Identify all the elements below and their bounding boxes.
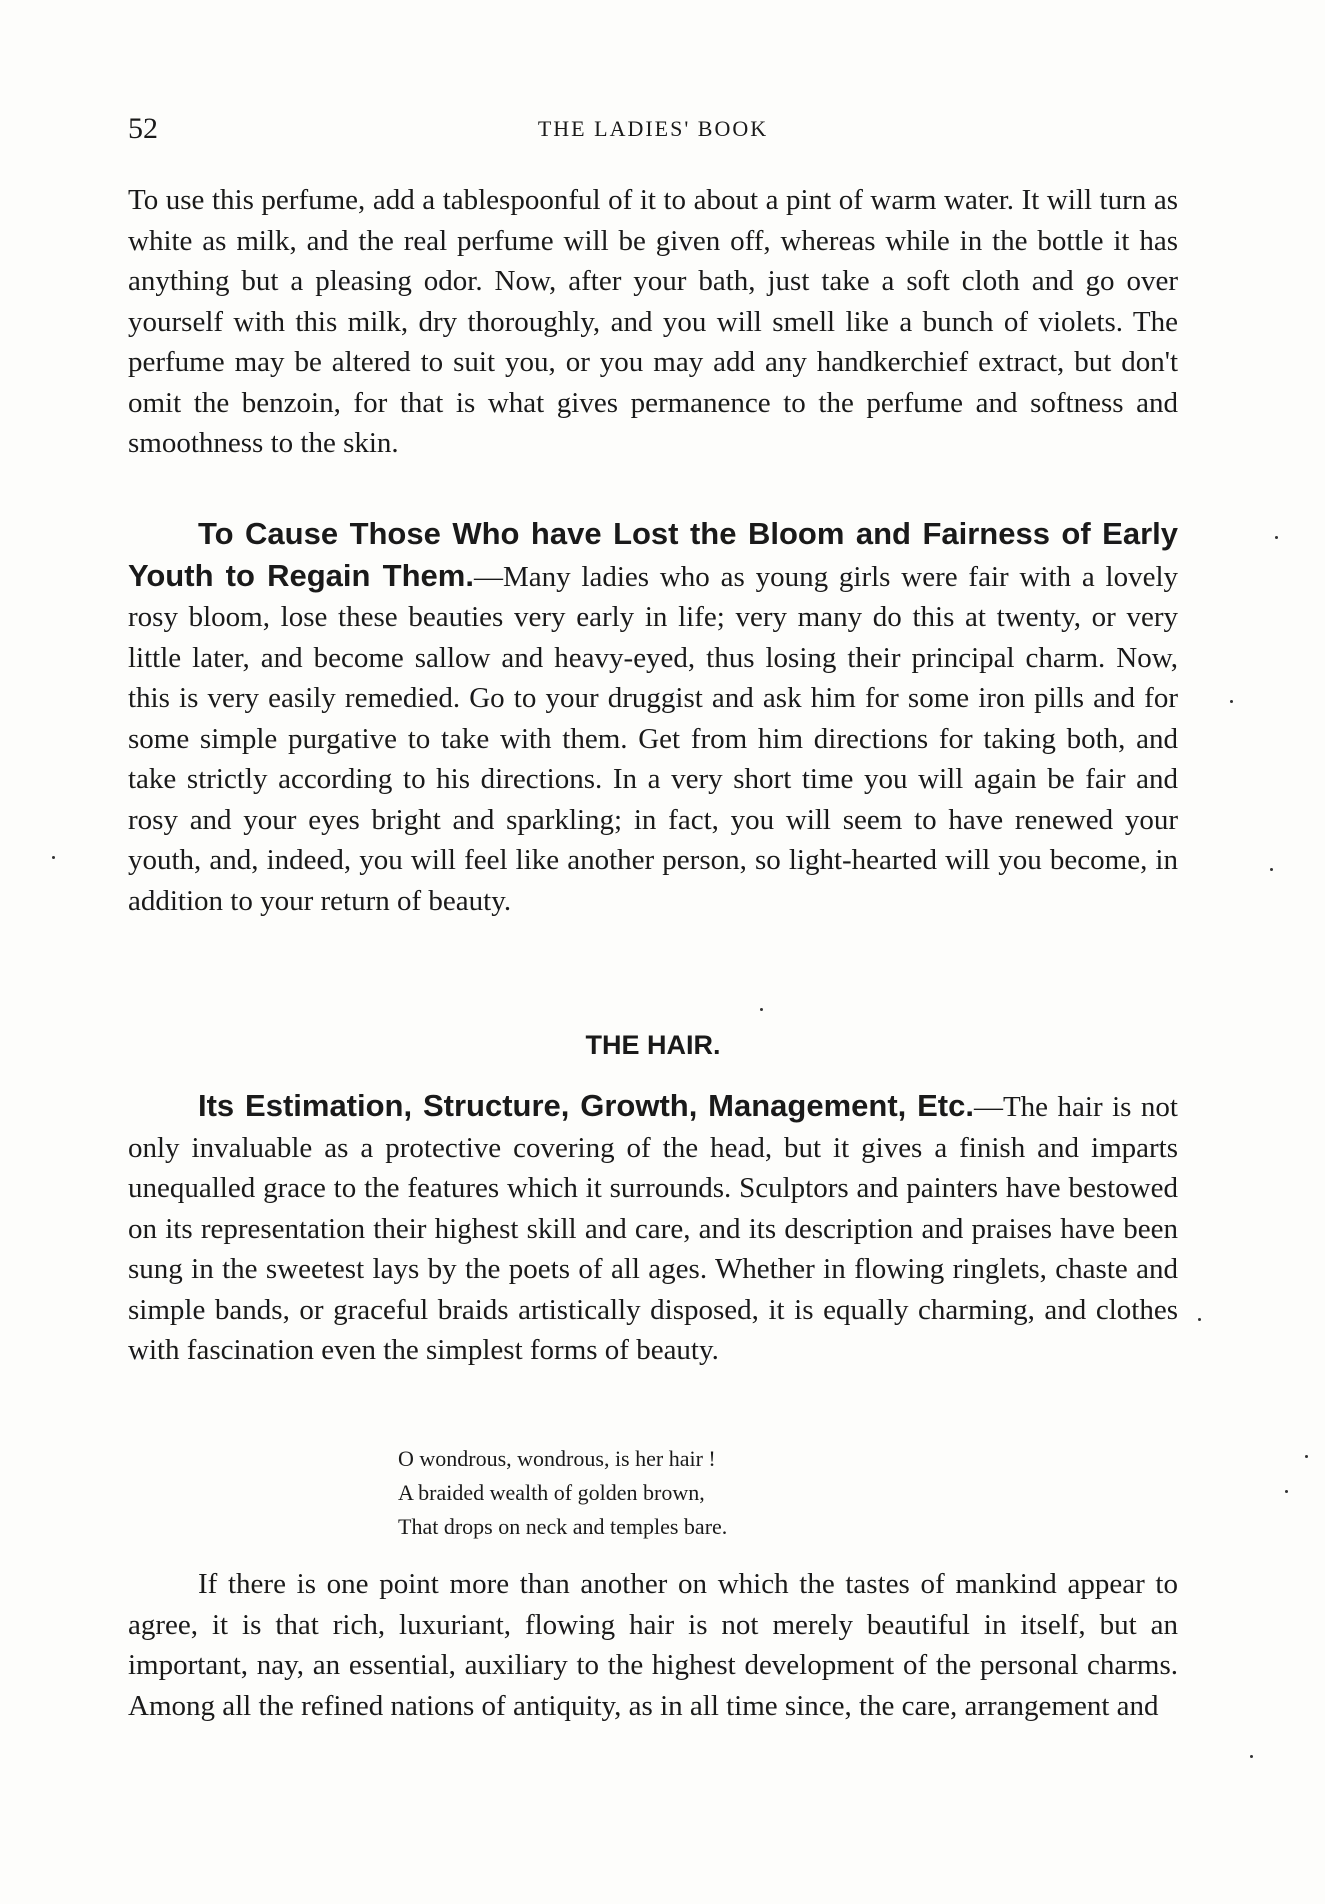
hair-intro-paragraph [128,1086,1178,1371]
scan-speck [760,1008,763,1011]
scan-speck [1270,868,1273,871]
scan-speck [1275,536,1278,539]
scan-speck [52,856,55,859]
hair-section-title: THE HAIR. [585,1030,721,1060]
scan-speck [1285,1490,1288,1493]
hair-intro-block [128,1086,1178,1371]
bloom-section [128,514,1178,921]
perfume-paragraph-block [128,180,1178,464]
scan-speck [1305,1455,1308,1458]
bloom-heading: To Cause Those Who have Lost the Bloom and Fairness of Early Youth to Regain Them. [128,516,1178,593]
perfume-paragraph: To use this perfume, add a tablespoonful of it to about a pint of warm water. It will turn as white as milk, and the real perfume will be given off, whereas while in the bottle it has anything but a pleasing odor. Now, after your bath, just take a soft cloth and go over yourself with this milk, dry thoroughly, and you will smell like a bunch of violets. The perfume may be altered to suit you, or you may add any handkerchief extract, but don't omit the benzoin, for that is what gives permanence to the perfume and softness and smoothness to the skin. [128,184,1178,459]
verse-line-3: That drops on neck and temples bare. [398,1514,728,1539]
page-number: 52 [128,112,158,145]
book-title: THE LADIES' BOOK [537,116,769,141]
bloom-body: —Many ladies who as young girls were fair with a lovely rosy bloom, lose these beauties very early in life; very many do this at twenty, or very little later, and become sallow and heavy-eyed, thus losing their principal charm. Now, this is very easily remedied. Go to your druggist and ask him for some iron pills and for some simple purgative to take with them. Get from him directions for taking both, and take strictly according to his directions. In a very short time you will again be fair and rosy and your eyes bright and sparkling; in fact, you will seem to have renewed your youth, and, indeed, you will feel like another person, so light-hearted will you become, in addition to your return of beauty. [128,560,1178,917]
bloom-paragraph [128,514,1178,921]
scan-speck [1250,1755,1253,1758]
hair-closing-paragraph: If there is one point more than another on which the tastes of mankind appear to agree, it is that rich, luxuriant, flowing hair is not merely beautiful in itself, but an important, nay, an essential, auxiliary to the highest development of the personal charms. Among all the refined nations of antiquity, as in all time since, the care, arrangement and [128,1568,1178,1722]
hair-closing-block [128,1564,1178,1726]
verse-quote [398,1442,727,1544]
scan-speck [1230,700,1233,703]
verse-line-2: A braided wealth of golden brown, [398,1480,705,1505]
hair-heading: Its Estimation, Structure, Growth, Management, Etc. [198,1088,974,1123]
running-head [128,112,1178,152]
hair-body: —The hair is not only invaluable as a protective covering of the head, but it gives a finish and imparts unequalled grace to the features which it surrounds. Sculptors and painters have bestowed on its representation their highest skill and care, and its description and praises have been sung in the sweetest lays by the poets of all ages. Whether in flowing ringlets, chaste and simple bands, or graceful braids artistically disposed, it is equally charming, and clothes with fascination even the simplest forms of beauty. [128,1091,1178,1366]
verse-line-1: O wondrous, wondrous, is her hair ! [398,1446,716,1471]
scan-speck [1198,1318,1201,1321]
